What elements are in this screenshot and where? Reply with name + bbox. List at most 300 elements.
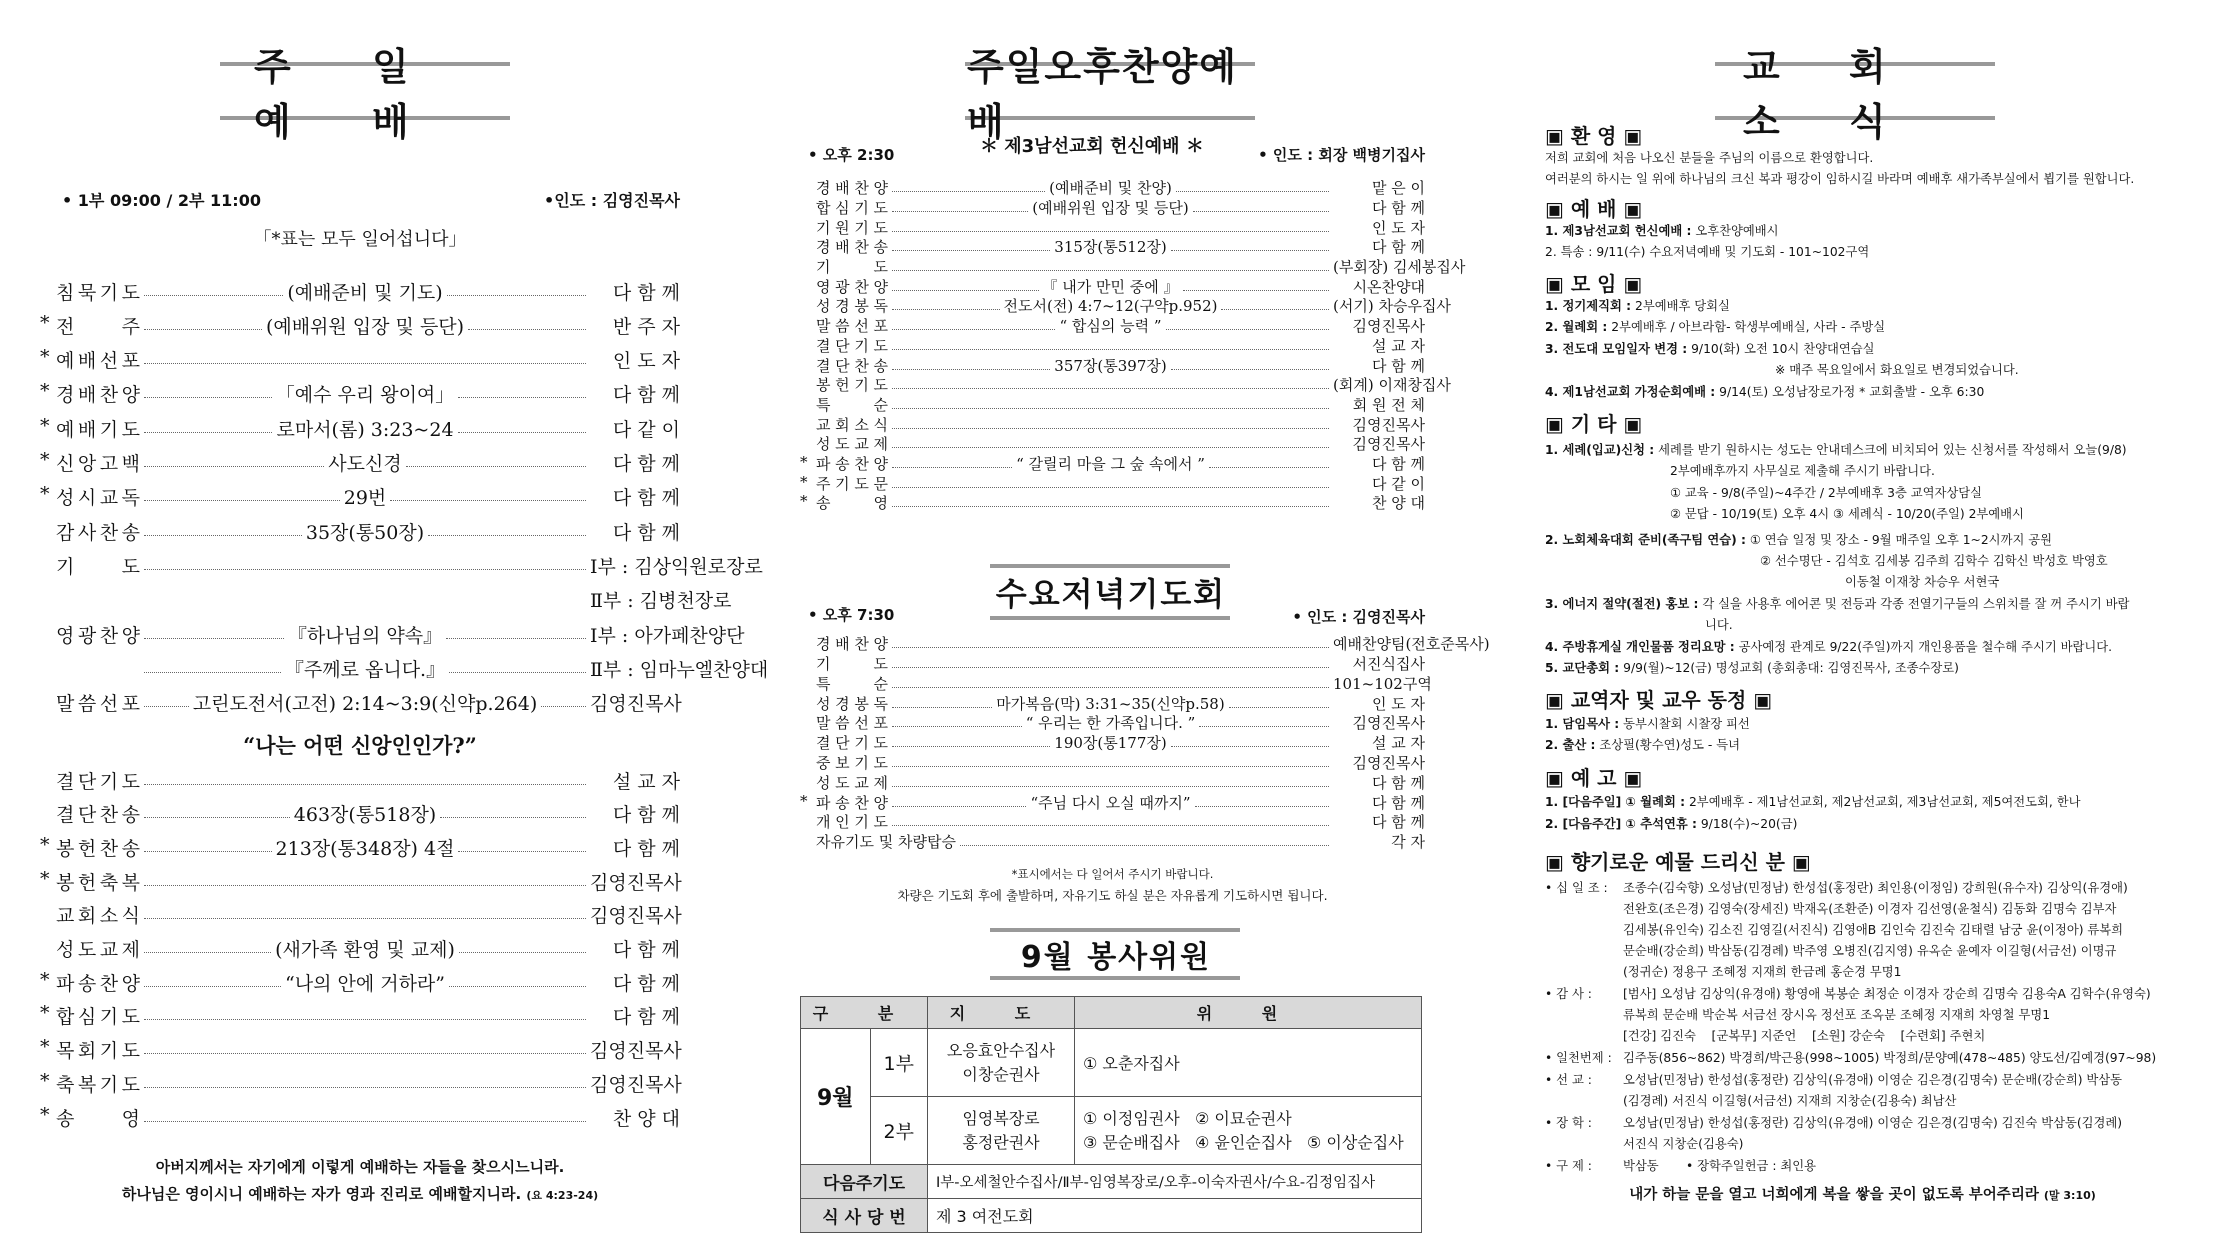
order-item-name bbox=[40, 346, 140, 373]
leader-dots bbox=[446, 638, 586, 639]
order-item-person: 맡 은 이 bbox=[1372, 179, 1426, 198]
order-item-person: (부회장) 김세봉집사 bbox=[1333, 258, 1466, 277]
offering-tithe-3: 김세봉(유인숙) 김소진 김영길(서진식) 김영애B 김인숙 김진숙 김태렬 남궁 윤(이정아) 류복희 bbox=[1623, 923, 2124, 937]
order-row-말씀선포 bbox=[800, 316, 1425, 336]
order-item-label: 교 회 소 식 bbox=[816, 415, 888, 434]
order-item-content: “ 합심의 능력 ” bbox=[1059, 317, 1162, 336]
etc-item-1c: ① 교육 - 9/8(주일)~4주간 / 2부예배후 3층 교역자상담실 bbox=[1670, 486, 1983, 500]
order-item-name bbox=[800, 453, 888, 474]
order-item-person: 다 함 께 bbox=[612, 384, 680, 407]
order-item-content: “주님 다시 오실 때까지” bbox=[1030, 793, 1191, 812]
order-item-name bbox=[40, 767, 140, 794]
order-row-교회소식 bbox=[800, 414, 1425, 434]
sunday-worship-title: 주 일 예 배 bbox=[220, 62, 510, 120]
leader-dots bbox=[459, 952, 586, 953]
standing-mark: * bbox=[40, 1069, 50, 1092]
order-item-name bbox=[800, 177, 888, 198]
leader-dots bbox=[449, 672, 586, 673]
order-item-content: 사도신경 bbox=[328, 453, 402, 475]
staff-item-1: 1. 담임목사 : 동부시찰회 시찰장 피선 bbox=[1545, 717, 1750, 731]
order-item-name bbox=[800, 752, 888, 773]
afternoon-leader: • 인도 : 회장 백병기집사 bbox=[1258, 146, 1425, 164]
order-item-name bbox=[800, 673, 888, 694]
etc-item-2: 2. 노회체육대회 준비(족구팀 연습) : ① 연습 일정 및 장소 - 9월 매주일 오후 1~2시까지 공원 bbox=[1545, 533, 2052, 547]
order-item-label: 봉 헌 찬 송 bbox=[56, 837, 140, 860]
leader-dots bbox=[1171, 369, 1329, 370]
order-item-label: 성 도 교 제 bbox=[816, 773, 888, 792]
order-item-label: 말 씀 선 포 bbox=[816, 317, 888, 336]
leader-dots bbox=[892, 231, 1329, 232]
order-row-목회기도 bbox=[40, 1034, 680, 1066]
order-item-person: 김영진목사 bbox=[1352, 754, 1425, 773]
order-row-축복기도 bbox=[40, 1067, 680, 1099]
offering-scholarship-2: 서진식 지창순(김용숙) bbox=[1623, 1137, 1744, 1151]
notice-item-2: 2. [다음주간] ① 추석연휴 : 9/18(수)~20(금) bbox=[1545, 817, 1798, 831]
leader-dots bbox=[144, 1087, 586, 1088]
order-row-파송찬양 bbox=[40, 966, 680, 998]
standing-mark bbox=[800, 712, 816, 733]
leader-dots bbox=[892, 806, 1026, 807]
order-row-주기도문 bbox=[800, 474, 1425, 494]
order-item-content: 463장(통518장) bbox=[293, 804, 437, 827]
order-item-name bbox=[40, 935, 140, 962]
duty-header-lead: 지 도 bbox=[928, 997, 1075, 1029]
leader-dots bbox=[892, 766, 1329, 767]
leader-dots bbox=[892, 349, 1329, 350]
standing-mark: * bbox=[40, 483, 50, 506]
leader-dots bbox=[892, 408, 1329, 409]
leader-dots bbox=[144, 363, 586, 364]
standing-mark bbox=[800, 673, 816, 694]
order-item-name bbox=[800, 335, 888, 356]
order-item-content: “ 갈릴리 마을 그 숲 속에서 ” bbox=[1016, 455, 1205, 474]
leader-dots bbox=[1195, 806, 1329, 807]
order-item-name bbox=[40, 868, 140, 895]
order-item-name bbox=[800, 712, 888, 733]
leader-dots bbox=[892, 447, 1329, 448]
column-church-news bbox=[1545, 0, 2180, 1240]
leader-dots bbox=[458, 432, 586, 433]
order-item-person: 회 원 전 체 bbox=[1352, 395, 1425, 414]
order-item-label: 특 순 bbox=[816, 674, 888, 693]
order-row-송영 bbox=[800, 493, 1425, 513]
order-item-label: 말 씀 선 포 bbox=[56, 693, 140, 716]
order-item-label: 기 원 기 도 bbox=[816, 218, 888, 237]
order-item-person: Ⅰ부 : 김상익원로장로 bbox=[590, 555, 763, 578]
order-row-기도 bbox=[800, 257, 1466, 277]
standing-mark bbox=[40, 689, 56, 716]
column-sunday-worship bbox=[40, 0, 769, 1240]
order-row-전주 bbox=[40, 309, 680, 341]
order-item-content: (예배준비 및 찬양) bbox=[1049, 179, 1172, 198]
order-row-합심기도 bbox=[40, 1000, 680, 1032]
order-item-name bbox=[800, 473, 888, 494]
offering-thanks-label: • 감 사 : bbox=[1545, 987, 1592, 1001]
order-item-content: (예배위원 입장 및 등단) bbox=[265, 315, 465, 338]
leader-dots bbox=[428, 535, 586, 536]
order-item-content: (예배위원 입장 및 등단) bbox=[1032, 198, 1189, 217]
order-item-name bbox=[800, 693, 888, 714]
order-item-label: 송 영 bbox=[56, 1107, 140, 1130]
order-item-name bbox=[40, 380, 140, 407]
order-item-name bbox=[40, 800, 140, 827]
leader-dots bbox=[440, 817, 586, 818]
order-item-label: 봉 헌 축 복 bbox=[56, 871, 140, 894]
order-row-결단기도 bbox=[800, 733, 1425, 753]
order-item-label: 예 배 기 도 bbox=[56, 418, 140, 441]
order-item-label: 기 도 bbox=[816, 655, 888, 674]
order-item-name bbox=[800, 374, 888, 395]
duty-header-members: 위 원 bbox=[1075, 997, 1422, 1029]
standing-mark bbox=[40, 901, 56, 928]
order-item-label: 성 시 교 독 bbox=[56, 487, 140, 510]
order-row-기도 bbox=[40, 549, 763, 581]
order-item-label: 특 순 bbox=[816, 395, 888, 414]
order-item-content: 「예수 우리 왕이여」 bbox=[275, 384, 455, 407]
order-item-label: 합 심 기 도 bbox=[56, 1006, 140, 1029]
order-item-name bbox=[40, 621, 140, 648]
standing-mark bbox=[40, 518, 56, 545]
wednesday-note-1: *표시에서는 다 일어서 주시기 바랍니다. bbox=[1011, 867, 1214, 881]
standing-mark bbox=[40, 621, 56, 648]
standing-mark bbox=[800, 276, 816, 297]
order-item-name bbox=[40, 278, 140, 305]
standing-mark bbox=[40, 552, 56, 579]
etc-item-1b: 2부예배후까지 사무실로 제출해 주시기 바랍니다. bbox=[1670, 464, 1935, 478]
offering-thousand-label: • 일천번제 : bbox=[1545, 1051, 1612, 1065]
order-item-name bbox=[800, 831, 956, 852]
order-item-label: 경 배 찬 송 bbox=[816, 238, 888, 257]
order-row-성도교제 bbox=[800, 434, 1425, 454]
leader-dots bbox=[1199, 726, 1329, 727]
order-row-교회소식 bbox=[40, 899, 680, 931]
order-item-name bbox=[40, 1070, 140, 1097]
duty-part-2-lead: 임영복장로 홍정란권사 bbox=[928, 1097, 1075, 1165]
order-item-name bbox=[800, 772, 888, 793]
meeting-item-4: 4. 제1남선교회 가정순회예배 : 9/14(토) 오성남장로가정 * 교회출발 - 오후 6:30 bbox=[1545, 385, 1985, 399]
order-item-person: 김영진목사 bbox=[590, 871, 682, 894]
offering-tithe-label: • 십 일 조 : bbox=[1545, 881, 1608, 895]
order-item-content: (예배준비 및 기도) bbox=[287, 281, 443, 304]
leader-dots bbox=[144, 1053, 586, 1054]
order-row-합심기도 bbox=[800, 198, 1425, 218]
leader-dots bbox=[458, 397, 586, 398]
order-item-label: 감 사 찬 송 bbox=[56, 521, 140, 544]
order-item-label: 전 주 bbox=[56, 315, 140, 338]
order-item-person: 김영진목사 bbox=[1352, 435, 1425, 454]
order-item-name bbox=[800, 492, 888, 513]
order-item-label: 결 단 찬 송 bbox=[56, 804, 140, 827]
leader-dots bbox=[449, 986, 586, 987]
order-item-person: 각 자 bbox=[1391, 833, 1425, 852]
etc-item-1d: ② 문답 - 10/19(토) 오후 4시 ③ 세례식 - 10/20(주일) 2부예배시 bbox=[1670, 507, 2024, 521]
order-item-person: 다 함 께 bbox=[1371, 238, 1425, 257]
order-item-label: 경 배 찬 양 bbox=[816, 179, 888, 198]
duty-part-2: 2부 bbox=[870, 1097, 927, 1165]
order-item-person: (서기) 차승우집사 bbox=[1333, 297, 1451, 316]
leader-dots bbox=[1176, 191, 1329, 192]
worship-item-2: 2. 특송 : 9/11(수) 수요저녁예배 및 기도회 - 101~102구역 bbox=[1545, 245, 1870, 259]
offering-scholarship-label: • 장 학 : bbox=[1545, 1116, 1592, 1130]
order-item-content: 전도서(전) 4:7~12(구약p.952) bbox=[1003, 297, 1218, 316]
order-item-person: 다 함 께 bbox=[612, 1006, 680, 1029]
standing-mark: * bbox=[40, 346, 50, 369]
order-row-성도교제 bbox=[40, 933, 680, 965]
order-row-부김병천장로 bbox=[40, 584, 732, 616]
order-item-name bbox=[40, 415, 140, 442]
standing-mark bbox=[800, 811, 816, 832]
offering-thousand: 김주동(856~862) 박경희/박근용(998~1005) 박정희/문양예(478~485) 양도선/김예경(97~98) bbox=[1623, 1051, 2157, 1065]
leader-dots bbox=[1171, 746, 1329, 747]
standing-mark bbox=[40, 278, 56, 305]
order-item-person: 다 함 께 bbox=[1371, 793, 1425, 812]
leader-dots bbox=[1221, 309, 1329, 310]
order-row-경배찬양 bbox=[40, 378, 680, 410]
standing-mark bbox=[800, 217, 816, 238]
order-item-person: 다 함 께 bbox=[1371, 813, 1425, 832]
standing-mark: * bbox=[800, 492, 808, 511]
verse-line-1: 아버지께서는 자기에게 이렇게 예배하는 자들을 찾으시느니라. bbox=[155, 1158, 565, 1176]
standing-mark: * bbox=[40, 1103, 50, 1126]
order-item-label: 결 단 기 도 bbox=[816, 734, 888, 753]
order-item-label: 기 도 bbox=[816, 258, 888, 277]
order-row-성도교제 bbox=[800, 773, 1425, 793]
standing-mark: * bbox=[40, 311, 50, 334]
order-row-봉헌찬송 bbox=[40, 831, 680, 863]
staff-heading: ▣ 교역자 및 교우 동정 ▣ bbox=[1545, 688, 1773, 712]
etc-item-1: 1. 세례(입교)신청 : 세례를 받기 원하시는 성도는 안내데스크에 비치되어 있는 신청서를 작성해서 오늘(9/8) bbox=[1545, 443, 2127, 457]
order-item-content: 『주께로 옵니다.』 bbox=[284, 658, 446, 681]
next-prayer-label: 다음주기도 bbox=[801, 1165, 928, 1199]
standing-mark: * bbox=[40, 414, 50, 437]
order-item-label: 결 단 기 도 bbox=[56, 770, 140, 793]
standing-mark bbox=[800, 236, 816, 257]
staff-item-2: 2. 출산 : 조상필(황수연)성도 - 득녀 bbox=[1545, 738, 1741, 752]
standing-mark bbox=[800, 295, 816, 316]
order-row-특순 bbox=[800, 395, 1425, 415]
order-item-person: 예배찬양팀(전호준목사) bbox=[1333, 635, 1490, 654]
order-item-person: Ⅱ부 : 임마누엘찬양대 bbox=[590, 658, 769, 681]
leader-dots bbox=[406, 466, 586, 467]
order-item-name bbox=[40, 1036, 140, 1063]
order-item-label: 경 배 찬 양 bbox=[56, 384, 140, 407]
leader-dots bbox=[892, 250, 1050, 251]
order-row-침묵기도 bbox=[40, 275, 680, 307]
leader-dots bbox=[892, 746, 1050, 747]
standing-mark bbox=[800, 374, 816, 395]
order-item-person: 반 주 자 bbox=[612, 315, 681, 338]
order-item-name bbox=[40, 834, 140, 861]
leader-dots bbox=[144, 706, 189, 707]
order-item-person: 설 교 자 bbox=[612, 770, 680, 793]
leader-dots bbox=[144, 918, 586, 919]
order-item-person: 김영진목사 bbox=[590, 1040, 682, 1063]
order-item-person: Ⅰ부 : 아가페찬양단 bbox=[590, 624, 745, 647]
order-row-성경봉독 bbox=[800, 693, 1425, 713]
order-item-person: 인 도 자 bbox=[1371, 694, 1425, 713]
order-row-경배찬양 bbox=[800, 178, 1425, 198]
order-item-person: 서진식집사 bbox=[1352, 655, 1425, 674]
offering-thanks-1: [범사] 오성남 김상익(유경애) 황영애 복봉순 최정순 이경자 강순희 김명숙 김용숙A 김학수(유영숙) bbox=[1623, 987, 2151, 1001]
leader-dots bbox=[144, 432, 272, 433]
wednesday-note-2: 차량은 기도회 후에 출발하며, 자유기도 하실 분은 자유롭게 기도하시면 됩니다. bbox=[897, 888, 1328, 903]
order-item-person: 인 도 자 bbox=[1371, 218, 1425, 237]
offering-relief: 박삼동 • 장학주일헌금 : 최인용 bbox=[1623, 1159, 1817, 1173]
leader-dots bbox=[144, 784, 586, 785]
order-item-label: 예 배 선 포 bbox=[56, 350, 140, 373]
leader-dots bbox=[1171, 250, 1329, 251]
standing-mark bbox=[800, 772, 816, 793]
order-item-name bbox=[800, 732, 888, 753]
offering-mission-label: • 선 교 : bbox=[1545, 1073, 1592, 1087]
order-item-label: 봉 헌 기 도 bbox=[816, 376, 888, 395]
order-item-content: “ 우리는 한 가족입니다. ” bbox=[1025, 714, 1196, 733]
leader-dots bbox=[144, 295, 283, 296]
leader-dots bbox=[892, 667, 1329, 668]
leader-dots bbox=[144, 885, 586, 886]
order-item-content: 『하나님의 약속』 bbox=[287, 624, 443, 647]
order-item-person: 다 함 께 bbox=[1371, 773, 1425, 792]
order-item-person: 찬 양 대 bbox=[1371, 494, 1425, 513]
order-item-person: (회계) 이재창집사 bbox=[1333, 376, 1451, 395]
standing-mark bbox=[800, 256, 816, 277]
order-row-결단찬송 bbox=[800, 355, 1425, 375]
standing-mark: * bbox=[40, 1002, 50, 1025]
duty-title: 9월 봉사위원 bbox=[990, 928, 1240, 980]
order-item-label: 결 단 찬 송 bbox=[816, 356, 888, 375]
leader-dots bbox=[892, 487, 1329, 488]
notice-heading: ▣ 예 고 ▣ bbox=[1545, 766, 1643, 790]
afternoon-worship-title: 주일오후찬양예배 bbox=[965, 62, 1255, 120]
order-item-person: 김영진목사 bbox=[1352, 415, 1425, 434]
leader-dots bbox=[892, 726, 1022, 727]
order-item-content: 213장(통348장) 4절 bbox=[275, 837, 455, 860]
standing-mark bbox=[800, 653, 816, 674]
leader-dots bbox=[892, 647, 1329, 648]
leader-dots bbox=[144, 569, 586, 570]
leader-dots bbox=[144, 466, 324, 467]
duty-part-1: 1부 bbox=[870, 1029, 927, 1097]
meeting-item-3: 3. 전도대 모임일자 변경 : 9/10(화) 오전 10시 찬양대연습실 bbox=[1545, 342, 1875, 356]
etc-item-4: 4. 주방휴게실 개인물품 정리요망 : 공사예정 관계로 9/22(주일)까지 개인용품을 철수해 주시기 바랍니다. bbox=[1545, 640, 2113, 654]
order-item-content: 마가복음(막) 3:31~35(신약p.58) bbox=[996, 694, 1225, 713]
standing-mark bbox=[800, 752, 816, 773]
order-item-person: 다 같 이 bbox=[1371, 474, 1425, 493]
order-item-name bbox=[800, 792, 888, 813]
standing-mark bbox=[800, 414, 816, 435]
order-item-label: 결 단 기 도 bbox=[816, 336, 888, 355]
order-row-파송찬양 bbox=[800, 792, 1425, 812]
order-row-특순 bbox=[800, 674, 1432, 694]
order-item-name bbox=[800, 197, 888, 218]
order-row-자유기도및차량탑승 bbox=[800, 832, 1425, 852]
duty-part-1-members: ① 오춘자집사 bbox=[1075, 1029, 1422, 1097]
order-item-label: 성 경 봉 독 bbox=[816, 694, 888, 713]
leader-dots bbox=[144, 535, 302, 536]
standing-mark: * bbox=[40, 833, 50, 856]
order-item-person: 김영진목사 bbox=[590, 693, 682, 716]
order-item-person: 다 같 이 bbox=[612, 418, 681, 441]
order-item-label: 교 회 소 식 bbox=[56, 905, 140, 928]
offering-thanks-2: 류복희 문순배 박순복 서금선 장시옥 정선포 조옥분 조혜정 지재희 차영철 무명1 bbox=[1623, 1008, 2051, 1022]
order-item-content: 『 내가 만민 중에 』 bbox=[1042, 277, 1179, 296]
verse-line-2: 하나님은 영이시니 예배하는 자가 영과 진리로 예배할지니라. (요 4:23-24) bbox=[121, 1185, 599, 1203]
order-item-name bbox=[800, 217, 888, 238]
offering-relief-label: • 구 제 : bbox=[1545, 1159, 1592, 1173]
order-row-중보기도 bbox=[800, 753, 1425, 773]
etc-item-2b: ② 선수명단 - 김석호 김세봉 김주희 김학수 김학신 박성호 박영호 bbox=[1760, 554, 2108, 568]
order-item-label: 목 회 기 도 bbox=[56, 1040, 140, 1063]
order-item-person: 시온찬양대 bbox=[1352, 277, 1426, 296]
order-item-content: 315장(통512장) bbox=[1054, 238, 1167, 257]
order-row-성경봉독 bbox=[800, 296, 1451, 316]
welcome-line-1: 저희 교회에 처음 나오신 분들을 주님의 이름으로 환영합니다. bbox=[1545, 151, 1874, 165]
order-item-name bbox=[40, 1104, 140, 1131]
order-item-content: 357장(통397장) bbox=[1054, 356, 1167, 375]
etc-item-3b: 니다. bbox=[1705, 618, 1733, 632]
meeting-item-1: 1. 정기제직회 : 2부예배후 당회실 bbox=[1545, 299, 1730, 313]
service-time: • 1부 09:00 / 2부 11:00 bbox=[62, 191, 261, 210]
standing-mark bbox=[40, 767, 56, 794]
order-item-name bbox=[800, 315, 888, 336]
order-item-label: 파 송 찬 양 bbox=[56, 972, 140, 995]
leader-dots bbox=[144, 817, 290, 818]
leader-dots bbox=[144, 1121, 586, 1122]
order-item-name bbox=[800, 633, 888, 654]
order-item-person: 101~102구역 bbox=[1333, 674, 1432, 693]
meeting-item-3-note: ※ 매주 목요일에서 화요일로 변경되었습니다. bbox=[1775, 363, 2019, 377]
order-item-person: 다 함 께 bbox=[612, 939, 680, 961]
leader-dots bbox=[1209, 467, 1329, 468]
wednesday-prayer-title: 수요저녁기도회 bbox=[990, 564, 1230, 620]
order-row-성시교독 bbox=[40, 481, 680, 513]
leader-dots bbox=[892, 467, 1012, 468]
order-item-name bbox=[800, 433, 888, 454]
standing-mark bbox=[800, 633, 816, 654]
order-row-결단기도 bbox=[40, 764, 680, 796]
offering-tithe-5: (정귀순) 정용구 조혜정 지재희 한금례 홍순경 무명1 bbox=[1623, 965, 1902, 979]
order-row-신앙고백 bbox=[40, 447, 680, 479]
order-item-person: 설 교 자 bbox=[1371, 336, 1425, 355]
order-item-content: 35장(통50장) bbox=[305, 521, 425, 544]
order-item-content: 로마서(롬) 3:23~24 bbox=[276, 418, 454, 441]
order-item-name bbox=[800, 653, 888, 674]
offering-thanks-3: [건강] 김진숙 [군복무] 지준언 [소원] 강순숙 [수련회] 주현치 bbox=[1623, 1029, 1986, 1043]
order-row-파송찬양 bbox=[800, 454, 1425, 474]
leader-dots bbox=[144, 986, 281, 987]
order-item-person: 김영진목사 bbox=[590, 905, 682, 928]
order-item-person: 김영진목사 bbox=[1352, 714, 1425, 733]
order-row-예배선포 bbox=[40, 344, 680, 376]
order-item-label: 중 보 기 도 bbox=[816, 754, 888, 773]
worship-heading: ▣ 예 배 ▣ bbox=[1545, 197, 1643, 221]
order-item-label: 성 도 교 제 bbox=[816, 435, 888, 454]
offering-mission-1: 오성남(민정남) 한성섭(홍정란) 김상익(유경애) 이영순 김은경(김명숙) 문순배(강순희) 박삼동 bbox=[1623, 1073, 2123, 1087]
order-item-person: 다 함 께 bbox=[612, 521, 680, 544]
service-leader: •인도 : 김영진목사 bbox=[544, 191, 680, 210]
order-item-name bbox=[800, 394, 888, 415]
order-item-label: 기 도 bbox=[56, 555, 140, 578]
etc-item-2c: 이동철 이재창 차승우 서현국 bbox=[1845, 575, 2000, 589]
order-item-label: 성 도 교 제 bbox=[56, 939, 140, 961]
leader-dots bbox=[960, 845, 1329, 846]
standing-mark bbox=[800, 335, 816, 356]
order-row-말씀선포 bbox=[800, 713, 1425, 733]
order-item-label: 침 묵 기 도 bbox=[56, 281, 140, 304]
order-item-person: 다 함 께 bbox=[612, 453, 681, 475]
order-item-content: 29번 bbox=[343, 487, 387, 510]
order-row-영광찬양 bbox=[40, 618, 745, 650]
